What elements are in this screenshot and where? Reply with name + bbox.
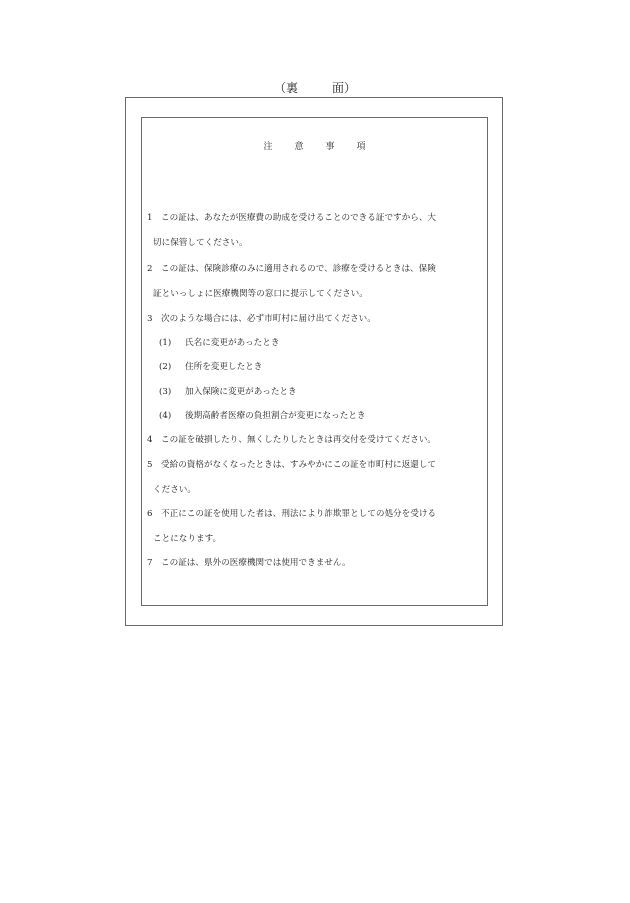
note-number: 7	[147, 558, 153, 568]
sub-number: (2)	[159, 362, 172, 372]
notice-heading	[141, 141, 488, 153]
sub-number: (4)	[159, 411, 172, 421]
note-number: 1	[147, 213, 153, 223]
heading-char: 注	[263, 142, 273, 152]
heading-char: 事	[325, 142, 335, 152]
heading-char: 意	[294, 142, 304, 152]
note-number: 3	[147, 314, 153, 324]
note-3-sub-3	[147, 386, 297, 398]
note-text: 次のような場合には、必ず市町村に届け出てください。	[161, 314, 376, 324]
sub-text: 住所を変更したとき	[185, 362, 263, 372]
note-5-continuation: ください。	[153, 485, 196, 495]
note-text: 受給の資格がなくなったときは、すみやかにこの証を市町村に返還して	[161, 460, 437, 470]
note-number: 5	[147, 460, 153, 470]
note-1	[147, 212, 436, 224]
note-5	[147, 459, 436, 471]
note-2	[147, 263, 436, 275]
side-label	[0, 80, 630, 96]
note-6	[147, 508, 436, 520]
note-number: 6	[147, 509, 153, 519]
note-text: 不正にこの証を使用した者は、刑法により詐欺罪としての処分を受ける	[161, 509, 437, 519]
sub-number: (3)	[159, 387, 172, 397]
sub-text: 氏名に変更があったとき	[185, 338, 280, 348]
note-3-sub-1	[147, 337, 279, 349]
note-3-sub-2	[147, 361, 262, 373]
note-text: この証は、保険診療のみに適用されるので、診療を受けるときは、保険	[161, 264, 436, 274]
note-1-continuation: 切に保管してください。	[153, 238, 248, 248]
note-text: この証を破損したり、無くしたりしたときは再交付を受けてください。	[161, 435, 437, 445]
sub-number: (1)	[159, 338, 172, 348]
sub-text: 後期高齢者医療の負担割合が変更になったとき	[185, 411, 366, 421]
note-number: 4	[147, 435, 153, 445]
note-text: この証は、県外の医療機関では使用できません。	[161, 558, 351, 568]
note-4	[147, 434, 436, 446]
heading-char: 項	[356, 142, 366, 152]
note-6-continuation: ことになります。	[153, 534, 222, 544]
side-label-close: 面）	[332, 81, 357, 95]
note-7	[147, 557, 351, 569]
note-3-sub-4	[147, 410, 365, 422]
note-3	[147, 313, 376, 325]
side-label-open: （裏	[273, 81, 298, 95]
note-text: この証は、あなたが医療費の助成を受けることのできる証ですから、大	[161, 213, 437, 223]
sub-text: 加入保険に変更があったとき	[185, 387, 297, 397]
note-number: 2	[147, 264, 153, 274]
note-2-continuation: 証といっしょに医療機関等の窓口に提示してください。	[153, 289, 368, 299]
